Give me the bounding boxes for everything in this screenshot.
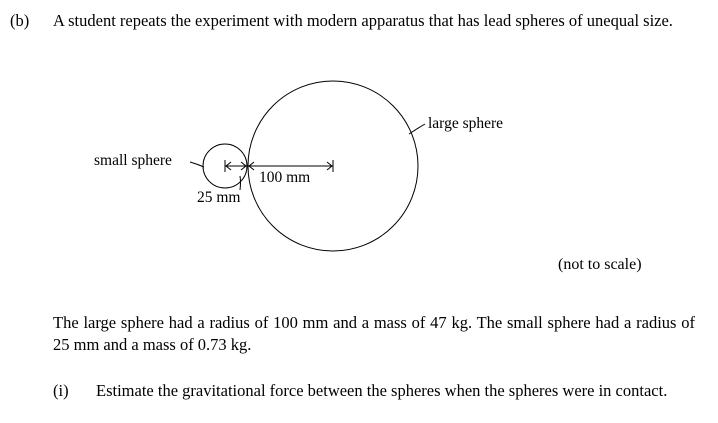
scale-note: (not to scale) xyxy=(558,256,642,273)
data-paragraph: The large sphere had a radius of 100 mm and a mass of 47 kg. The small sphere had a radius of 25 mm and a mass of 0.73 kg. xyxy=(53,313,695,354)
intro-paragraph: A student repeats the experiment with modern apparatus that has lead spheres of unequal size. xyxy=(53,11,673,30)
part-label: (b) xyxy=(10,11,30,30)
small-sphere-label: small sphere xyxy=(94,152,172,169)
large-sphere-leader xyxy=(409,124,425,134)
question-text: Estimate the gravitational force between the spheres when the spheres were in contact. xyxy=(96,381,668,400)
large-radius-label: 100 mm xyxy=(259,169,311,186)
small-radius-leader xyxy=(240,176,241,190)
question-number: (i) xyxy=(53,381,69,400)
small-radius-label: 25 mm xyxy=(197,189,241,206)
small-sphere-leader xyxy=(190,162,204,167)
small-radius-arrow xyxy=(225,160,247,172)
large-sphere-label: large sphere xyxy=(428,115,504,132)
